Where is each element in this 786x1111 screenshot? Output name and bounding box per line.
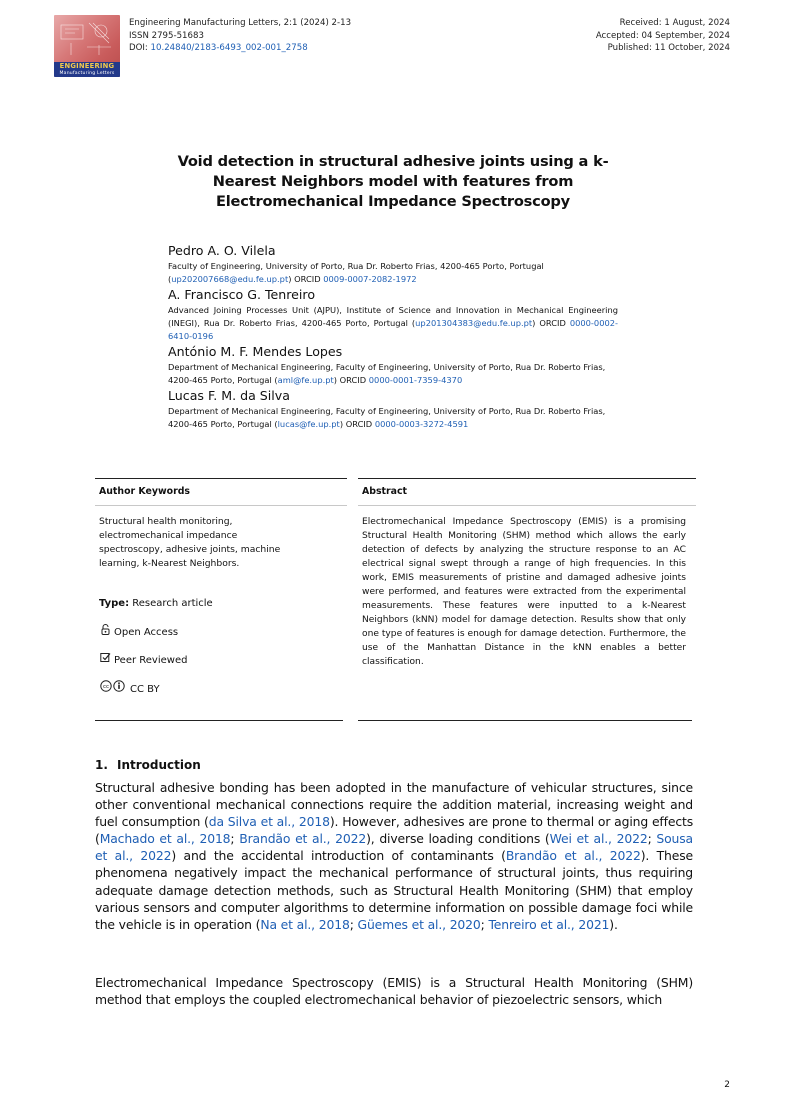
- logo-pattern-icon: [59, 21, 115, 57]
- keywords-box-bottom-rule: [95, 720, 343, 721]
- citation-link[interactable]: Na et al., 2018: [260, 916, 350, 932]
- citation-link[interactable]: Machado et al., 2018: [99, 831, 231, 847]
- abstract-text: Electromechanical Impedance Spectroscopy (EMIS) is a promising Structural Health Monitoring (SHM) method which allows the early detection of defects by analyzing the structure response to an AC electrical signal swept through a range of high frequencies. In this work, EMIS measurements of pristine and damaged adhesive joints were performed, and features were extracted from the experimental measurements. These features were inputted to a k-Nearest Neighbors (kNN) model for damage detection. Results show that only one type of features is enough for damage detection. Furthermore, the use of the Manhattan Distance in the kNN enables a better classification.: [362, 517, 686, 667]
- orcid-link[interactable]: 0000-0001-7359-4370: [368, 375, 463, 385]
- open-lock-icon: [99, 624, 111, 640]
- author-name: Lucas F. M. da Silva: [168, 388, 290, 403]
- intro-paragraph-2: Electromechanical Impedance Spectroscopy (EMIS) is a Structural Health Monitoring (SHM) method that employs the coupled electromechanical behavior of piezoelectric sensors, which: [95, 975, 693, 1008]
- author-name: António M. F. Mendes Lopes: [168, 344, 343, 359]
- accepted-date: Accepted: 04 September, 2024: [595, 30, 730, 41]
- section-heading: [95, 757, 201, 773]
- logo-text: ENGINEERING: [59, 62, 115, 70]
- journal-citation: Engineering Manufacturing Letters, 2:1 (2024) 2-13: [129, 18, 352, 28]
- citation-link[interactable]: Wei et al., 2022: [549, 831, 648, 847]
- abstract-heading: Abstract: [358, 478, 696, 506]
- author-affiliation: Department of Mechanical Engineering, Faculty of Engineering, University of Porto, Rua Dr. Roberto Frias, 4200-465 Porto, Portugal (lucas@fe.up.pt) ORCID 0000-0003-3272-4591: [168, 406, 606, 429]
- citation-link[interactable]: da Silva et al., 2018: [208, 814, 330, 830]
- peer-reviewed-badge: [99, 652, 299, 668]
- open-access-badge: [99, 624, 299, 640]
- logo-subtext: Manufacturing Letters: [59, 71, 115, 76]
- license-label: CC BY: [130, 684, 160, 695]
- section-title: Introduction: [117, 758, 201, 772]
- author-block: [168, 286, 618, 343]
- author-affiliation: Department of Mechanical Engineering, Faculty of Engineering, University of Porto, Rua Dr. Roberto Frias, 4200-465 Porto, Portugal (aml@fe.up.pt) ORCID 0000-0001-7359-4370: [168, 362, 606, 385]
- type-label: Type:: [99, 598, 130, 609]
- intro-paragraph-1: Structural adhesive bonding has been adopted in the manufacture of vehicular structures, since other conventional mechanical connections require the addition material, increasing weight and fuel consumption (da Silva et al., 2018). However, adhesives are prone to thermal or aging effects (Machado et al., 2018; Brandão et al., 2022), diverse loading conditions (Wei et al., 2022; Sousa et al., 2022) and the accidental introduction of contaminants (Brandão et al., 2022). These phenomena negatively impact the mechanical performance of structural joints, thus requiring adequate damage detection methods, such as Structural Health Monitoring (SHM) that employ various sensors and computer algorithms to determine information on possible damage foci while the vehicle is in operation (Na et al., 2018; Güemes et al., 2020; Tenreiro et al., 2021).: [95, 780, 693, 932]
- author-affiliation: Advanced Joining Processes Unit (AJPU), Institute of Science and Innovation in Mechanical Engineering (INEGI), Rua Dr. Roberto Frias, 4200-465 Porto, Portugal (up201304383@edu.fe.up.pt) ORCID 0000-0002-6410-0196: [168, 305, 619, 341]
- keywords-text: Structural health monitoring, electromechanical impedance spectroscopy, adhesive joints, machine learning, k-Nearest Neighbors.: [99, 516, 281, 569]
- author-block: [168, 343, 618, 387]
- author-list: [168, 242, 618, 431]
- section-number: 1.: [95, 758, 108, 772]
- author-affiliation: Faculty of Engineering, University of Porto, Rua Dr. Roberto Frias, 4200-465 Porto, Portugal (up202007668@edu.fe.up.pt) ORCID 0009-0007-2082-1972: [168, 261, 544, 284]
- doi-label: DOI:: [129, 43, 151, 53]
- journal-issn: ISSN 2795-51683: [129, 30, 204, 41]
- author-name: A. Francisco G. Tenreiro: [168, 287, 316, 302]
- check-box-icon: [99, 652, 111, 668]
- paper-title: Void detection in structural adhesive joints using a k-Nearest Neighbors model with features from Electromechanical Impedance Spectroscopy: [177, 153, 609, 210]
- publication-dates: [596, 17, 730, 55]
- orcid-link[interactable]: 0000-0002-6410-0196: [168, 318, 619, 341]
- author-block: [168, 387, 618, 431]
- journal-meta: [129, 17, 351, 55]
- author-email-link[interactable]: up202007668@edu.fe.up.pt: [171, 274, 289, 284]
- citation-link[interactable]: Brandão et al., 2022: [505, 848, 641, 864]
- license-badge: [99, 680, 299, 697]
- citation-link[interactable]: Sousa et al., 2022: [95, 831, 693, 864]
- received-date: Received: 1 August, 2024: [619, 18, 730, 28]
- citation-link[interactable]: Brandão et al., 2022: [239, 831, 367, 847]
- published-date: Published: 11 October, 2024: [607, 43, 730, 53]
- logo-band: [54, 62, 120, 77]
- orcid-link[interactable]: 0009-0007-2082-1972: [323, 274, 417, 284]
- author-email-link[interactable]: aml@fe.up.pt: [277, 375, 334, 385]
- journal-logo: [54, 15, 120, 77]
- citation-link[interactable]: Güemes et al., 2020: [357, 916, 481, 932]
- page-number: 2: [724, 1080, 730, 1090]
- svg-text:cc: cc: [102, 684, 110, 691]
- peer-reviewed-label: Peer Reviewed: [114, 655, 188, 666]
- author-email-link[interactable]: lucas@fe.up.pt: [277, 419, 340, 429]
- keywords-heading: Author Keywords: [95, 478, 347, 506]
- doi-line: [129, 42, 351, 55]
- orcid-link[interactable]: 0000-0003-3272-4591: [374, 419, 469, 429]
- citation-link[interactable]: Tenreiro et al., 2021: [488, 916, 610, 932]
- author-name: Pedro A. O. Vilela: [168, 243, 276, 258]
- keywords-panel: [99, 515, 299, 697]
- open-access-label: Open Access: [114, 627, 179, 638]
- type-value: Research article: [132, 598, 213, 609]
- author-email-link[interactable]: up201304383@edu.fe.up.pt: [415, 318, 533, 328]
- author-block: [168, 242, 618, 286]
- article-type: [99, 597, 299, 611]
- doi-link[interactable]: 10.24840/2183-6493_002-001_2758: [150, 43, 308, 53]
- creative-commons-icon: [99, 680, 127, 697]
- abstract-box-bottom-rule: [358, 720, 692, 721]
